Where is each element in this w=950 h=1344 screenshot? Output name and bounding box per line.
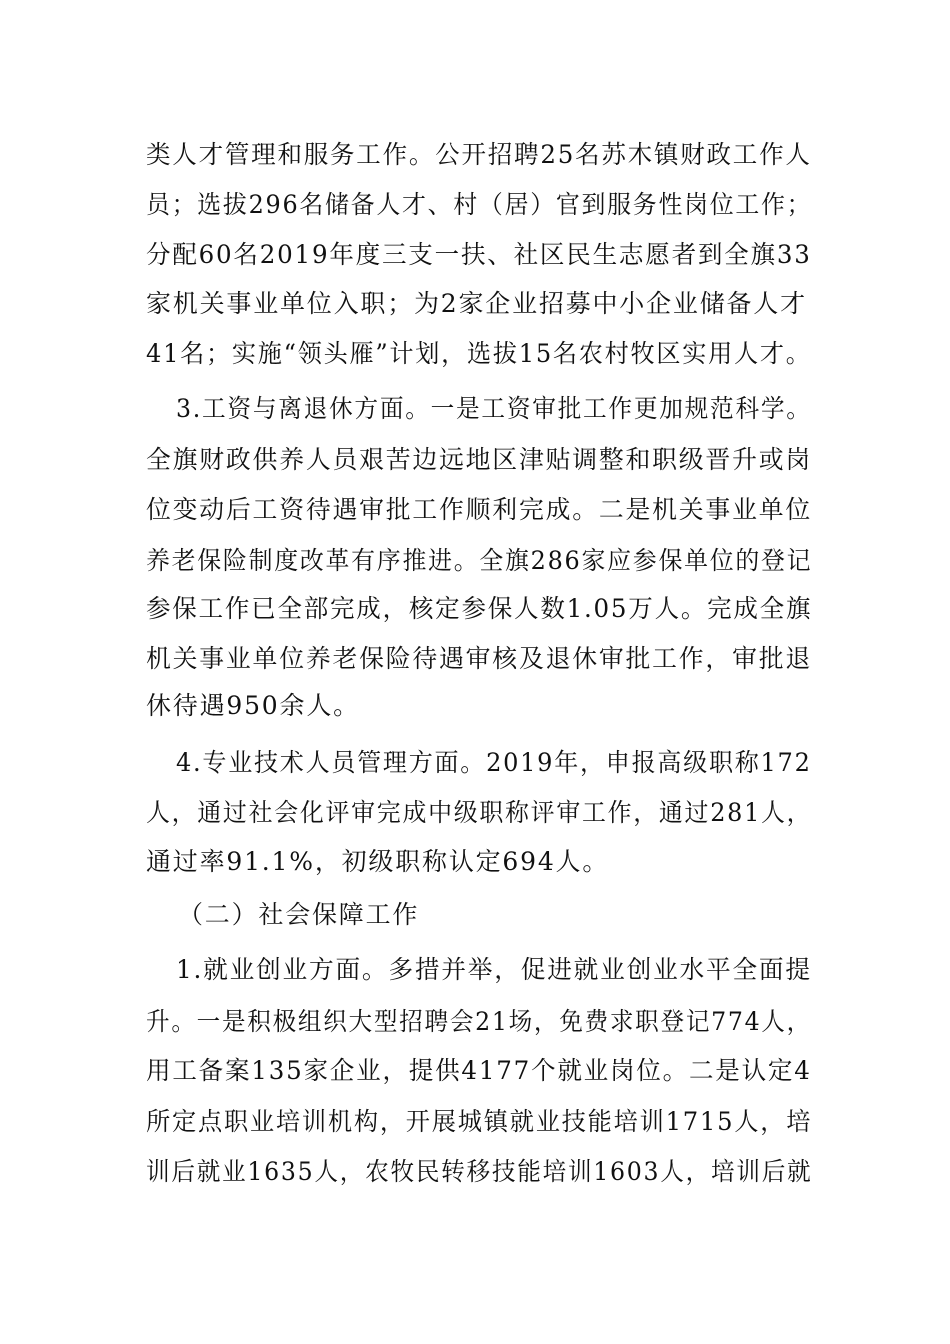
text-line: 所定点职业培训机构，开展城镇就业技能培训1715人，培 (146, 1107, 813, 1136)
text-line: 用工备案135家企业，提供4177个就业岗位。二是认定4 (146, 1056, 812, 1085)
section-heading-employment: 1.就业创业方面。多措并举，促进就业创业水平全面提 (176, 955, 812, 984)
text-line: 员；选拔296名储备人才、村（居）官到服务性岗位工作； (146, 190, 813, 219)
text-line: 通过率91.1%，初级职称认定694人。 (146, 847, 610, 876)
text-line: 机关事业单位养老保险待遇审核及退休审批工作，审批退 (146, 644, 812, 673)
text-line: 家机关事业单位入职；为2家企业招募中小企业储备人才 (146, 289, 807, 318)
text-line: 休待遇950余人。 (146, 691, 360, 720)
text-line: 全旗财政供养人员艰苦边远地区津贴调整和职级晋升或岗 (146, 445, 812, 474)
text-line: 分配60名2019年度三支一扶、社区民生志愿者到全旗33 (146, 240, 812, 269)
text-line: 类人才管理和服务工作。公开招聘25名苏木镇财政工作人 (146, 140, 812, 169)
section-title-social-security: （二）社会保障工作 (178, 900, 420, 929)
text-line: 升。一是积极组织大型招聘会21场，免费求职登记774人， (146, 1007, 812, 1036)
text-line: 训后就业1635人，农牧民转移技能培训1603人，培训后就 (146, 1157, 813, 1186)
section-heading-salary-retirement: 3.工资与离退休方面。一是工资审批工作更加规范科学。 (176, 394, 812, 423)
text-line: 养老保险制度改革有序推进。全旗286家应参保单位的登记 (146, 546, 813, 575)
text-line: 参保工作已全部完成，核定参保人数1.05万人。完成全旗 (146, 594, 813, 623)
text-line: 位变动后工资待遇审批工作顺利完成。二是机关事业单位 (146, 495, 812, 524)
text-line: 人，通过社会化评审完成中级职称评审工作，通过281人， (146, 798, 813, 827)
section-heading-professional-staff: 4.专业技术人员管理方面。2019年，申报高级职称172 (176, 748, 812, 777)
text-line: 41名；实施“领头雁”计划，选拔15名农村牧区实用人才。 (146, 339, 812, 368)
